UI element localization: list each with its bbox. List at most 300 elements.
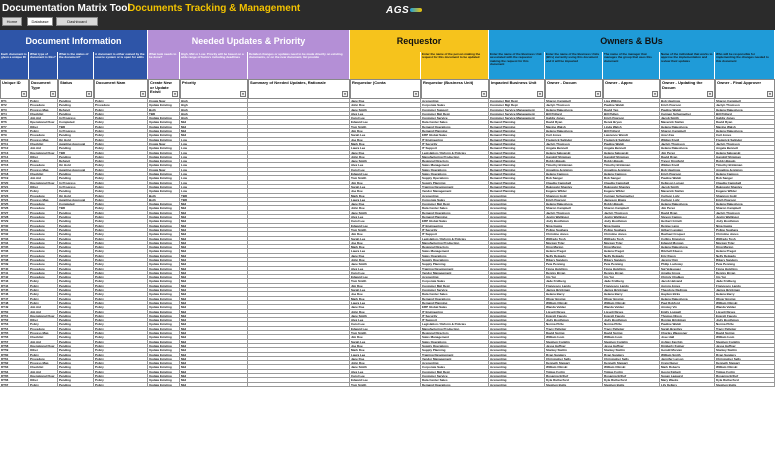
table-cell[interactable]: Update Existing <box>148 125 180 129</box>
table-cell[interactable]: Job Aid <box>29 176 58 180</box>
table-cell[interactable]: Update Existing <box>148 155 180 159</box>
table-cell[interactable]: Data Center Sales <box>421 292 489 296</box>
table-cell[interactable]: Jaclyn Thomson <box>545 211 603 215</box>
table-cell[interactable]: Mid <box>180 301 248 305</box>
table-cell[interactable]: Jim Doe <box>350 335 421 339</box>
table-cell[interactable]: Kelleson Larsen <box>660 181 715 185</box>
table-cell[interactable]: Jeremy Kim <box>660 258 715 262</box>
table-cell[interactable]: Shannon Gold <box>715 194 775 198</box>
table-cell[interactable]: Georg Kickett <box>660 370 715 374</box>
table-cell[interactable]: Update Existing <box>148 176 180 180</box>
table-cell[interactable]: Morgan Tyler <box>715 241 775 245</box>
table-cell[interactable]: Policy <box>94 348 148 352</box>
table-cell[interactable]: Jesse Heffner <box>545 344 603 348</box>
table-cell[interactable]: Accounting <box>489 245 545 249</box>
table-cell[interactable]: Trevor Kinsfield <box>660 159 715 163</box>
table-cell[interactable]: Accounting <box>489 327 545 331</box>
table-cell[interactable]: Policy <box>94 142 148 146</box>
table-cell[interactable]: Bill Pollard <box>545 112 603 116</box>
table-cell[interactable]: Demand Planning <box>421 215 489 219</box>
table-cell[interactable]: Pete Penning <box>603 262 660 266</box>
table-cell[interactable]: Operational Flow <box>29 181 58 185</box>
table-cell[interactable]: Carlson Lohr <box>660 194 715 198</box>
table-cell[interactable]: Sharon Campbell <box>603 206 660 210</box>
table-cell[interactable]: Kyle Rutherford <box>545 378 603 382</box>
table-cell[interactable]: Christine Jones <box>603 232 660 236</box>
table-cell[interactable]: TBD <box>58 125 94 129</box>
table-cell[interactable]: IT Engineering <box>421 138 489 142</box>
table-cell[interactable]: Nelly Delgado <box>603 254 660 258</box>
table-cell[interactable]: Pete Penning <box>715 262 775 266</box>
table-cell[interactable]: Low <box>180 138 248 142</box>
table-cell[interactable]: IT Support <box>421 318 489 322</box>
table-cell[interactable]: Carol Lee <box>350 219 421 223</box>
table-cell[interactable]: Procedure <box>29 219 58 223</box>
table-cell[interactable]: Everett Fausto <box>603 314 660 318</box>
table-cell[interactable]: Tom Smith <box>350 176 421 180</box>
table-cell[interactable]: Procedure <box>29 271 58 275</box>
table-cell[interactable]: Helena Rakeshova <box>715 202 775 206</box>
table-cell[interactable]: Policy <box>94 176 148 180</box>
table-cell[interactable]: Nina Gupta <box>603 224 660 228</box>
table-cell[interactable]: Carol Lee <box>350 374 421 378</box>
table-cell[interactable]: Edward Lee <box>350 224 421 228</box>
table-cell[interactable]: Paul Robford <box>660 301 715 305</box>
table-cell[interactable]: Pending <box>58 228 94 232</box>
table-cell[interactable]: Carol Lee <box>350 116 421 120</box>
table-cell[interactable]: Update Existing <box>148 374 180 378</box>
table-cell[interactable]: Sales Management <box>421 335 489 339</box>
table-cell[interactable]: Mid <box>180 249 248 253</box>
table-cell[interactable]: Ronnie Brinkman <box>660 318 715 322</box>
table-cell[interactable]: Update Existing <box>148 297 180 301</box>
table-cell[interactable]: DT16 <box>0 163 29 167</box>
table-cell[interactable]: Procedure <box>29 327 58 331</box>
table-cell[interactable]: Low <box>180 172 248 176</box>
filter-dropdown-icon[interactable]: ▾ <box>172 91 178 97</box>
table-cell[interactable]: William Olinski <box>603 365 660 369</box>
table-cell[interactable]: Update Existing <box>148 335 180 339</box>
table-cell[interactable]: David Ryan <box>715 120 775 124</box>
table-cell[interactable]: Accounting <box>489 228 545 232</box>
table-cell[interactable]: Jane Doe <box>350 202 421 206</box>
table-cell[interactable]: Policy <box>94 228 148 232</box>
table-cell[interactable]: David Ryan <box>660 211 715 215</box>
table-cell[interactable]: Helena Rakeshova <box>545 202 603 206</box>
table-cell[interactable]: Mid <box>180 378 248 382</box>
table-cell[interactable]: Update Existing <box>148 206 180 210</box>
table-cell[interactable]: In Progress <box>58 129 94 133</box>
table-cell[interactable]: Pending <box>58 301 94 305</box>
table-cell[interactable]: Oliver Boxing <box>545 297 603 301</box>
table-cell[interactable]: Angelina Jennings <box>545 168 603 172</box>
table-cell[interactable]: Helena Pregot <box>545 249 603 253</box>
table-cell[interactable]: Robb Hilgado <box>545 159 603 163</box>
table-cell[interactable]: Helena Pregot <box>715 249 775 253</box>
table-cell[interactable]: King Marion <box>603 245 660 249</box>
table-cell[interactable]: Policy <box>94 120 148 124</box>
table-cell[interactable]: Demand Planning <box>489 159 545 163</box>
table-cell[interactable]: Bill Pollard <box>715 112 775 116</box>
table-cell[interactable]: Both <box>148 108 180 112</box>
table-cell[interactable]: Sal Velasquez <box>660 267 715 271</box>
table-cell[interactable]: TBD <box>58 151 94 155</box>
table-cell[interactable]: TBD <box>58 206 94 210</box>
table-cell[interactable]: William Olinski <box>545 301 603 305</box>
table-cell[interactable]: Update Existing <box>148 361 180 365</box>
table-cell[interactable]: Mark Doe <box>350 348 421 352</box>
table-cell[interactable]: Helena Rakeshova <box>660 297 715 301</box>
table-cell[interactable]: Policy <box>94 99 148 103</box>
table-cell[interactable]: Carl Jones <box>545 133 603 137</box>
table-cell[interactable]: Policy <box>94 310 148 314</box>
table-cell[interactable]: Kimberly Kutner <box>660 344 715 348</box>
table-cell[interactable]: Mid <box>180 335 248 339</box>
table-cell[interactable]: Mid <box>180 305 248 309</box>
table-cell[interactable]: Demand Planning <box>489 142 545 146</box>
table-cell[interactable]: Angela Bennett <box>715 146 775 150</box>
table-cell[interactable]: High <box>180 103 248 107</box>
table-cell[interactable]: John Doe <box>350 361 421 365</box>
table-cell[interactable]: Policy <box>94 314 148 318</box>
table-cell[interactable]: Low <box>180 189 248 193</box>
table-cell[interactable]: Sharon Campbell <box>545 206 603 210</box>
table-cell[interactable]: Ashley Zarchin <box>660 340 715 344</box>
table-cell[interactable]: Sarah Lee <box>350 133 421 137</box>
table-cell[interactable]: Policy <box>94 237 148 241</box>
table-cell[interactable]: Helena Rakeshova <box>715 129 775 133</box>
table-cell[interactable]: Mid <box>180 215 248 219</box>
table-cell[interactable]: William Olinski <box>715 365 775 369</box>
table-cell[interactable]: Supply Planning <box>421 262 489 266</box>
table-cell[interactable]: Mid <box>180 245 248 249</box>
table-cell[interactable]: Accounting <box>489 335 545 339</box>
table-cell[interactable]: Stephen Butts <box>545 383 603 387</box>
table-cell[interactable]: Demand Planning <box>489 181 545 185</box>
table-cell[interactable]: Norma Pirtle <box>715 322 775 326</box>
table-cell[interactable]: DT36 <box>0 249 29 253</box>
table-cell[interactable]: IT Engineering <box>421 224 489 228</box>
table-cell[interactable]: Awaiting Approval <box>58 198 94 202</box>
table-cell[interactable]: Procedure <box>29 215 58 219</box>
table-cell[interactable]: Tobias Fortin <box>715 370 775 374</box>
table-cell[interactable]: Policy <box>94 297 148 301</box>
table-cell[interactable]: Accounting <box>489 305 545 309</box>
table-cell[interactable]: Other <box>29 378 58 382</box>
table-cell[interactable]: TBD <box>148 112 180 116</box>
table-cell[interactable]: DT60 <box>0 353 29 357</box>
table-cell[interactable]: Policy <box>94 224 148 228</box>
table-cell[interactable]: Kyle Rutherford <box>603 378 660 382</box>
table-cell[interactable]: Pending <box>58 318 94 322</box>
table-cell[interactable]: Janice Brinkman <box>603 288 660 292</box>
table-cell[interactable]: Pauline Walsh <box>660 176 715 180</box>
table-cell[interactable]: Claudia Campbell <box>545 181 603 185</box>
filter-dropdown-icon[interactable]: ▾ <box>652 91 658 97</box>
table-cell[interactable]: Jane Smith <box>350 365 421 369</box>
table-cell[interactable]: Accounting <box>489 202 545 206</box>
table-cell[interactable]: Demand Planning <box>421 129 489 133</box>
table-cell[interactable]: Gandolf Shipman <box>603 155 660 159</box>
table-cell[interactable]: Robb Hilgado <box>603 159 660 163</box>
table-cell[interactable]: Update Existing <box>148 120 180 124</box>
table-cell[interactable]: Erich Pearson <box>545 198 603 202</box>
table-cell[interactable]: Demand Operations <box>421 125 489 129</box>
table-cell[interactable]: Customer Mgt Dept <box>421 370 489 374</box>
table-cell[interactable]: Timothy Brinkman <box>603 163 660 167</box>
table-cell[interactable]: DT1 <box>0 99 29 103</box>
table-cell[interactable]: Stephen Butts <box>715 383 775 387</box>
table-cell[interactable]: Jim Doe <box>350 284 421 288</box>
table-cell[interactable]: Vendor Management <box>421 189 489 193</box>
table-cell[interactable]: Everett Fausto <box>715 314 775 318</box>
table-cell[interactable]: Edward Lee <box>350 172 421 176</box>
table-cell[interactable]: Update Existing <box>148 219 180 223</box>
table-cell[interactable]: Manufacturing Production <box>421 327 489 331</box>
table-cell[interactable]: Jim Perez <box>660 206 715 210</box>
table-cell[interactable]: Jane Smith <box>350 108 421 112</box>
table-cell[interactable]: Joe Doe <box>350 189 421 193</box>
table-cell[interactable]: Training Development <box>421 353 489 357</box>
table-cell[interactable]: Dennis Bryan <box>603 271 660 275</box>
table-cell[interactable]: Customer Mgt Dept <box>489 99 545 103</box>
table-cell[interactable]: Update Existing <box>148 159 180 163</box>
table-cell[interactable]: Supply Planning <box>421 348 489 352</box>
table-cell[interactable]: Kyle Rutherford <box>715 378 775 382</box>
table-cell[interactable]: Customer Support <box>421 108 489 112</box>
table-cell[interactable]: Mid <box>180 267 248 271</box>
table-cell[interactable]: Policy <box>29 99 58 103</box>
table-cell[interactable]: Procedure <box>29 211 58 215</box>
table-cell[interactable]: In Progress <box>58 116 94 120</box>
table-cell[interactable]: Policy <box>94 245 148 249</box>
table-cell[interactable]: DT33 <box>0 237 29 241</box>
table-cell[interactable]: Accounting <box>489 241 545 245</box>
table-cell[interactable]: Francesco Lando <box>715 284 775 288</box>
table-cell[interactable]: Angela Bennett <box>545 146 603 150</box>
table-cell[interactable]: Policy <box>94 138 148 142</box>
table-cell[interactable]: DT28 <box>0 215 29 219</box>
table-cell[interactable]: Update Existing <box>148 103 180 107</box>
table-cell[interactable]: Pending <box>58 305 94 309</box>
table-cell[interactable]: Jesse Heffner <box>715 344 775 348</box>
table-cell[interactable]: Pauline Walsh <box>603 103 660 107</box>
table-cell[interactable]: Accounting <box>489 348 545 352</box>
table-cell[interactable]: Update Existing <box>148 224 180 228</box>
table-cell[interactable]: Policy <box>29 353 58 357</box>
table-cell[interactable]: Alex Lee <box>350 112 421 116</box>
table-cell[interactable]: Robb Hilgado <box>603 202 660 206</box>
table-cell[interactable]: Jody Boothman <box>545 219 603 223</box>
table-cell[interactable]: Policy <box>94 322 148 326</box>
table-cell[interactable]: Stanley Stettin <box>545 348 603 352</box>
table-cell[interactable]: Accounting <box>489 237 545 241</box>
table-cell[interactable]: Steven Camps <box>660 215 715 219</box>
table-cell[interactable]: Helena Sakowski <box>603 151 660 155</box>
table-cell[interactable]: Stephen Conklin <box>603 340 660 344</box>
table-cell[interactable]: Wanda Valdez <box>545 305 603 309</box>
table-cell[interactable]: Update Existing <box>148 211 180 215</box>
table-cell[interactable]: IT Security <box>421 314 489 318</box>
table-cell[interactable]: Policy <box>29 279 58 283</box>
table-cell[interactable]: Supply Operations <box>421 176 489 180</box>
table-cell[interactable]: Data Center Sales <box>421 206 489 210</box>
table-cell[interactable]: Mid <box>180 120 248 124</box>
table-cell[interactable]: Pollop Sughara <box>603 228 660 232</box>
table-cell[interactable]: William Smith <box>660 353 715 357</box>
table-cell[interactable]: Update Existing <box>148 271 180 275</box>
table-cell[interactable]: Lissett Reyes <box>545 310 603 314</box>
table-cell[interactable]: Accounting <box>489 249 545 253</box>
table-cell[interactable]: Kenneth Stewart <box>545 361 603 365</box>
table-cell[interactable]: Wanda Valdez <box>603 305 660 309</box>
table-cell[interactable]: Rachael Croquet <box>660 232 715 236</box>
table-cell[interactable]: Mid <box>180 219 248 223</box>
table-cell[interactable]: Accounting <box>489 211 545 215</box>
table-cell[interactable]: Pending <box>58 383 94 387</box>
table-cell[interactable]: Pending <box>58 331 94 335</box>
table-cell[interactable]: Rikers Sanders <box>715 258 775 262</box>
table-cell[interactable]: Jody Boothman <box>603 318 660 322</box>
table-cell[interactable]: Fiona Hutchins <box>545 267 603 271</box>
table-cell[interactable]: Fiona Hutchins <box>603 267 660 271</box>
table-cell[interactable]: Rob Sanger <box>545 176 603 180</box>
table-cell[interactable]: Bob Hastings <box>660 168 715 172</box>
table-cell[interactable]: Policy <box>94 129 148 133</box>
table-cell[interactable]: Job Aid <box>29 340 58 344</box>
table-cell[interactable]: Tracy Pelletier <box>715 327 775 331</box>
table-cell[interactable]: DT50 <box>0 310 29 314</box>
table-cell[interactable]: Jacob Helvand <box>660 279 715 283</box>
table-cell[interactable]: Wilfredo Tesh <box>545 237 603 241</box>
table-cell[interactable]: Update Existing <box>148 267 180 271</box>
table-cell[interactable]: Bill Pullen <box>603 112 660 116</box>
table-cell[interactable]: Pending <box>58 344 94 348</box>
table-cell[interactable]: Pending <box>58 357 94 361</box>
table-cell[interactable]: Pending <box>58 211 94 215</box>
table-cell[interactable]: Accounting <box>421 361 489 365</box>
table-cell[interactable]: Fiona Hutchins <box>715 267 775 271</box>
table-cell[interactable]: Janice Brinkman <box>715 288 775 292</box>
table-cell[interactable]: Both <box>148 198 180 202</box>
table-cell[interactable]: Helena Rakeshova <box>545 129 603 133</box>
filter-dropdown-icon[interactable]: ▾ <box>595 91 601 97</box>
table-cell[interactable]: DT48 <box>0 301 29 305</box>
table-cell[interactable]: Edward Morgan <box>660 241 715 245</box>
table-cell[interactable]: DT45 <box>0 288 29 292</box>
table-cell[interactable]: Helena Campos <box>715 172 775 176</box>
table-cell[interactable]: Operational Flow <box>29 314 58 318</box>
table-cell[interactable]: Rakowski Shanley <box>603 185 660 189</box>
table-cell[interactable]: Mark Doe <box>350 142 421 146</box>
table-cell[interactable]: Frederick Salinder <box>545 138 603 142</box>
table-cell[interactable]: Pending <box>58 378 94 382</box>
table-cell[interactable]: DT37 <box>0 254 29 258</box>
table-cell[interactable]: Helena Rakeshova <box>660 146 715 150</box>
table-cell[interactable]: Tobias Fortin <box>603 370 660 374</box>
filter-dropdown-icon[interactable]: ▾ <box>50 91 56 97</box>
table-cell[interactable]: DT26 <box>0 206 29 210</box>
table-cell[interactable]: Procedure <box>29 232 58 236</box>
table-cell[interactable]: Policy <box>94 383 148 387</box>
table-cell[interactable]: Accounting <box>489 301 545 305</box>
table-cell[interactable]: Maverick Stefan <box>660 120 715 124</box>
table-cell[interactable]: Denise Lang <box>660 224 715 228</box>
table-cell[interactable]: Low <box>180 176 248 180</box>
table-cell[interactable]: Job Aid <box>29 310 58 314</box>
table-cell[interactable]: Norma Pirtle <box>545 322 603 326</box>
table-cell[interactable]: IT Support <box>421 232 489 236</box>
table-cell[interactable]: Manufacturing Production <box>421 241 489 245</box>
table-cell[interactable]: Accounting <box>489 258 545 262</box>
table-cell[interactable]: Sales Operations <box>421 254 489 258</box>
table-cell[interactable]: Policy <box>94 267 148 271</box>
table-cell[interactable]: Jane Smith <box>350 262 421 266</box>
table-cell[interactable]: Francesco Lando <box>545 284 603 288</box>
table-cell[interactable]: Pending <box>58 297 94 301</box>
table-cell[interactable]: Policy <box>94 335 148 339</box>
table-cell[interactable]: Demand Planning <box>489 168 545 172</box>
table-cell[interactable]: Carol Lee <box>350 322 421 326</box>
table-cell[interactable]: Accounting <box>489 198 545 202</box>
table-cell[interactable]: Update Existing <box>148 237 180 241</box>
table-cell[interactable]: DT11 <box>0 142 29 146</box>
table-cell[interactable]: David Yep <box>603 108 660 112</box>
table-cell[interactable]: Wanda Valdez <box>715 305 775 309</box>
table-cell[interactable]: Christine Jones <box>715 232 775 236</box>
table-cell[interactable]: Mid <box>180 232 248 236</box>
table-cell[interactable]: William Olinski <box>545 365 603 369</box>
table-cell[interactable]: Lisa Wilkins <box>603 99 660 103</box>
table-cell[interactable]: Mid <box>180 370 248 374</box>
table-cell[interactable]: Ana Uras <box>660 133 715 137</box>
table-cell[interactable]: Procedure <box>29 262 58 266</box>
table-cell[interactable]: Mid <box>180 314 248 318</box>
table-cell[interactable]: Pending <box>58 249 94 253</box>
table-cell[interactable]: TBD <box>180 198 248 202</box>
table-cell[interactable]: In Progress <box>58 185 94 189</box>
table-cell[interactable]: Policy <box>94 181 148 185</box>
table-cell[interactable]: Other <box>29 185 58 189</box>
table-cell[interactable]: Sharon Campbell <box>715 99 775 103</box>
table-cell[interactable]: DT5 <box>0 116 29 120</box>
table-cell[interactable]: Jim Perez <box>660 151 715 155</box>
table-cell[interactable]: Alex Lee <box>350 370 421 374</box>
table-cell[interactable]: Rakowski Shanley <box>545 185 603 189</box>
table-cell[interactable]: John Doe <box>350 103 421 107</box>
table-cell[interactable]: Alex Lee <box>350 267 421 271</box>
table-cell[interactable]: Oliver Boxing <box>603 297 660 301</box>
table-cell[interactable]: Policy <box>94 361 148 365</box>
table-cell[interactable]: Update Existing <box>148 215 180 219</box>
table-cell[interactable]: Pending <box>58 335 94 339</box>
table-cell[interactable]: Pollop Sughara <box>715 228 775 232</box>
table-cell[interactable]: Frederick Salinder <box>603 138 660 142</box>
nav-button-database[interactable]: Database <box>27 17 53 26</box>
table-cell[interactable]: DT13 <box>0 151 29 155</box>
table-cell[interactable]: Accounting <box>421 275 489 279</box>
table-cell[interactable]: Low <box>180 163 248 167</box>
table-cell[interactable]: DT40 <box>0 267 29 271</box>
table-cell[interactable]: Iris Yui <box>545 275 603 279</box>
table-cell[interactable]: Sarah Lee <box>350 185 421 189</box>
table-cell[interactable]: Alex Lee <box>350 318 421 322</box>
filter-dropdown-icon[interactable]: ▾ <box>86 91 92 97</box>
table-cell[interactable]: Mid <box>180 206 248 210</box>
table-cell[interactable]: Jody Boothman <box>603 219 660 223</box>
table-cell[interactable]: Everett Fausto <box>545 314 603 318</box>
table-cell[interactable]: Policy <box>94 292 148 296</box>
